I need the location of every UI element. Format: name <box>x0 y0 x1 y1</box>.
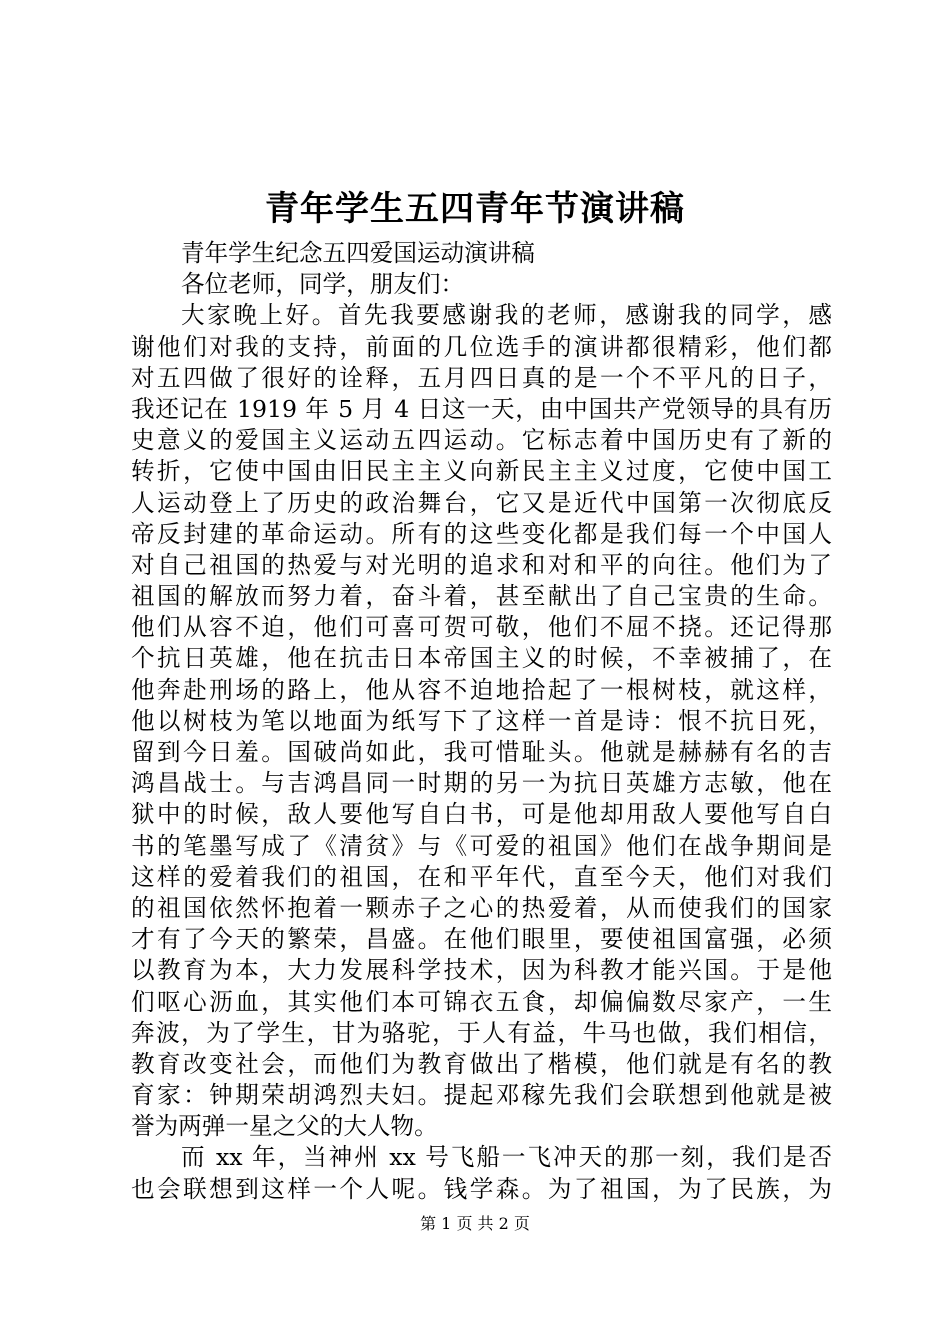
paragraph-line: 才有了今天的繁荣，昌盛。在他们眼里，要使祖国富强，必须 <box>131 925 832 954</box>
paragraph-line: 对五四做了很好的诠释，五月四日真的是一个不平凡的日子， <box>131 363 832 392</box>
paragraph-line: 对自己祖国的热爱与对光明的追求和对和平的向往。他们为了 <box>131 550 832 579</box>
paragraph-line: 狱中的时候，敌人要他写自白书，可是他却用敌人要他写自白 <box>131 800 832 829</box>
paragraph-line: 的祖国依然怀抱着一颗赤子之心的热爱着，从而使我们的国家 <box>131 893 832 922</box>
paragraph-line: 教育改变社会，而他们为教育做出了楷模，他们就是有名的教 <box>131 1049 832 1078</box>
paragraph-line: 以教育为本，大力发展科学技术，因为科教才能兴国。于是他 <box>131 956 832 985</box>
salutation-line: 各位老师，同学，朋友们： <box>181 270 465 299</box>
paragraph-line: 他们从容不迫，他们可喜可贺可敬，他们不屈不挠。还记得那 <box>131 613 832 642</box>
paragraph-line: 育家：钟期荣胡鸿烈夫妇。提起邓稼先我们会联想到他就是被 <box>131 1081 832 1110</box>
paragraph-line: 人运动登上了历史的政治舞台，它又是近代中国第一次彻底反 <box>131 488 832 517</box>
paragraph-line: 这样的爱着我们的祖国，在和平年代，直至今天，他们对我们 <box>131 862 832 891</box>
paragraph-line: 祖国的解放而努力着，奋斗着，甚至献出了自己宝贵的生命。 <box>131 582 832 611</box>
paragraph-line: 留到今日羞。国破尚如此，我可惜耻头。他就是赫赫有名的吉 <box>131 738 832 766</box>
paragraph-line: 我还记在 1919 年 5 月 4 日这一天，由中国共产党领导的具有历 <box>131 394 832 423</box>
paragraph-line: 帝反封建的革命运动。所有的这些变化都是我们每一个中国人 <box>131 519 832 548</box>
paragraph-line: 他以树枝为笔以地面为纸写下了这样一首是诗：恨不抗日死， <box>131 706 832 735</box>
paragraph-line: 誉为两弹一星之父的大人物。 <box>131 1112 438 1141</box>
paragraph-line: 书的笔墨写成了《清贫》与《可爱的祖国》他们在战争期间是 <box>131 831 832 860</box>
document-body <box>131 238 832 1205</box>
paragraph-line: 转折，它使中国由旧民主主义向新民主主义过度，它使中国工 <box>131 457 832 486</box>
page-number-footer: 第 1 页 共 2 页 <box>420 1214 530 1233</box>
paragraph-line: 大家晚上好。首先我要感谢我的老师，感谢我的同学，感 <box>181 301 832 330</box>
paragraph-line: 个抗日英雄，他在抗击日本帝国主义的时候，不幸被捕了，在 <box>131 644 832 673</box>
document-title: 青年学生五四青年节演讲稿 <box>265 189 685 229</box>
paragraph-line: 奔波，为了学生，甘为骆驼，于人有益，牛马也做，我们相信， <box>131 1018 832 1047</box>
paragraph-line: 也会联想到这样一个人呢。钱学森。为了祖国，为了民族，为 <box>131 1174 832 1203</box>
paragraph-line: 谢他们对我的支持，前面的几位选手的演讲都很精彩，他们都 <box>131 332 832 361</box>
paragraph-line: 史意义的爱国主义运动五四运动。它标志着中国历史有了新的 <box>131 426 832 455</box>
paragraph-line: 而 xx 年，当神州 xx 号飞船一飞冲天的那一刻，我们是否 <box>181 1143 832 1172</box>
paragraph-line: 他奔赴刑场的路上，他从容不迫地拾起了一根树枝，就这样， <box>131 675 832 704</box>
subtitle-line: 青年学生纪念五四爱国运动演讲稿 <box>181 239 535 267</box>
paragraph-line: 们呕心沥血，其实他们本可锦衣五食，却偏偏数尽家产，一生 <box>131 987 832 1016</box>
paragraph-line: 鸿昌战士。与吉鸿昌同一时期的另一为抗日英雄方志敏，他在 <box>131 769 832 798</box>
